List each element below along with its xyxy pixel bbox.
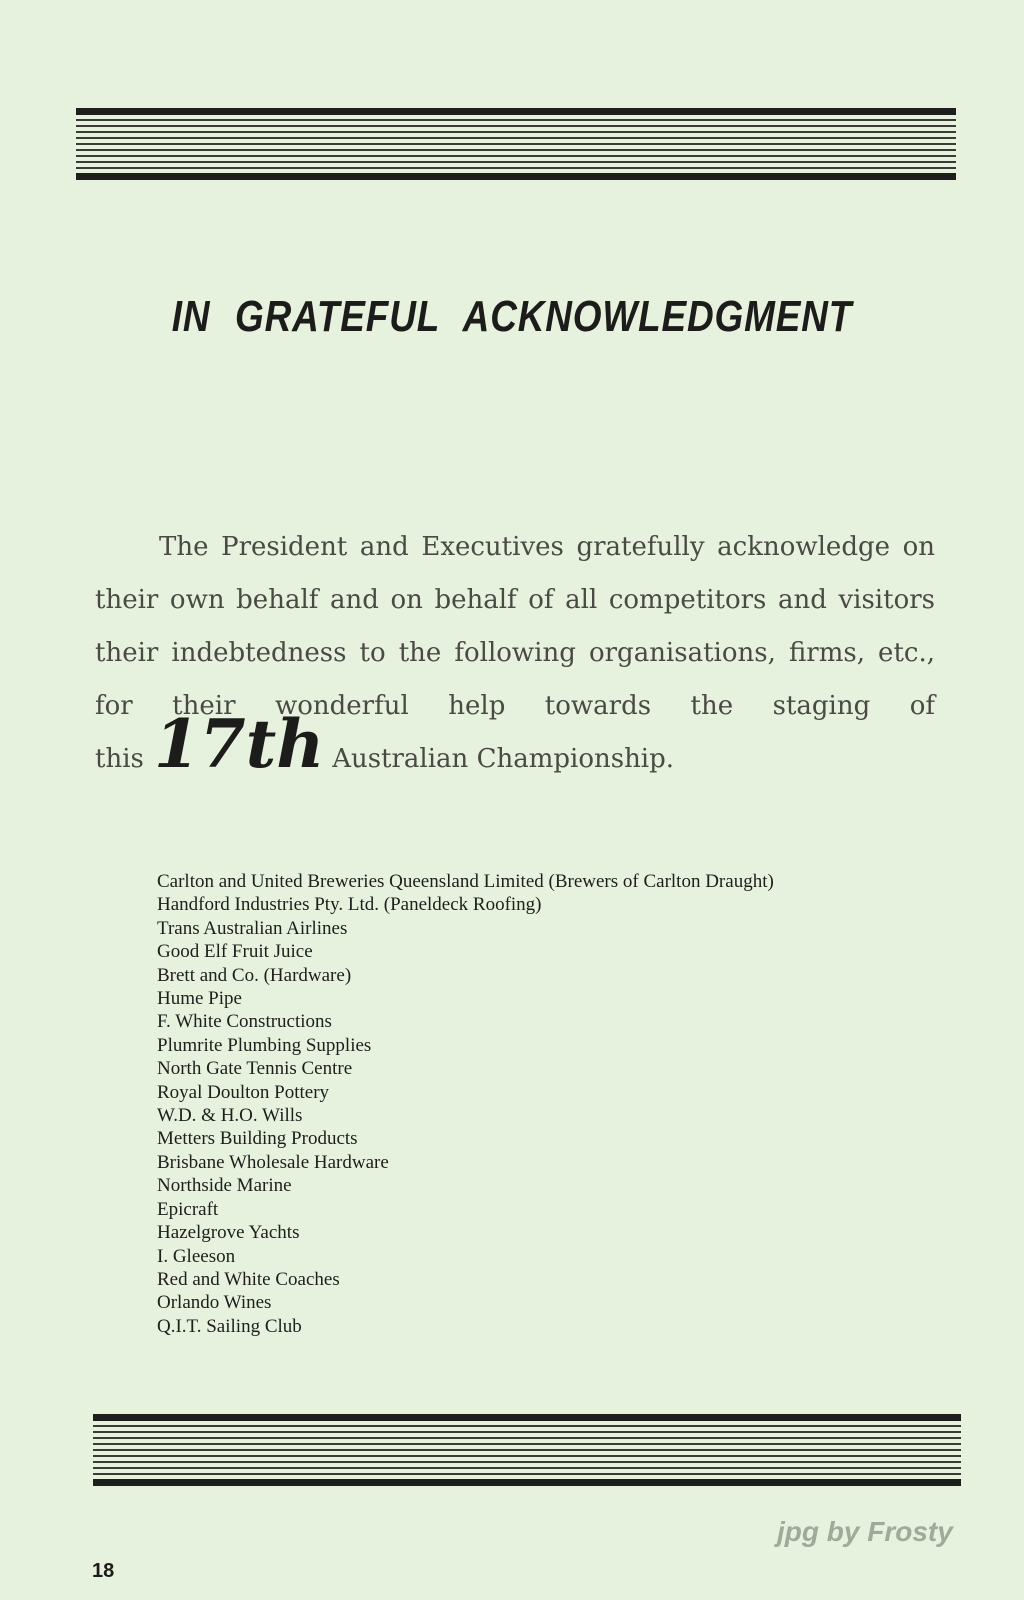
page-title: IN GRATEFUL ACKNOWLEDGMENT (171, 292, 853, 341)
sponsor-item: Handford Industries Pty. Ltd. (Paneldeck Roofing) (157, 894, 542, 916)
bottom-rule-decoration (93, 1414, 961, 1486)
sponsor-item: W.D. & H.O. Wills (157, 1105, 303, 1127)
sponsor-item: Brett and Co. (Hardware) (157, 964, 352, 986)
intro-text-before: The President and Executives gratefully acknowledge on their own behalf and on behalf of all competitors and visitors their indebtedness to the following organisations, firms, etc., for their wonderful help towards the staging of this (95, 532, 935, 774)
sponsor-item: F. White Constructions (157, 1011, 332, 1033)
championship-ordinal: 17th (153, 705, 325, 783)
sponsor-item: Royal Doulton Pottery (157, 1081, 330, 1103)
sponsor-item: Northside Marine (157, 1175, 292, 1197)
sponsor-list (157, 870, 774, 1338)
sponsor-item: Red and White Coaches (157, 1268, 340, 1290)
watermark-text: jpg by Frosty (777, 1516, 953, 1547)
sponsor-item: Brisbane Wholesale Hardware (157, 1151, 389, 1173)
sponsor-item: Trans Australian Airlines (157, 917, 348, 939)
sponsor-item: Plumrite Plumbing Supplies (157, 1034, 372, 1056)
sponsor-item: North Gate Tennis Centre (157, 1058, 353, 1080)
sponsor-item: Q.I.T. Sailing Club (157, 1315, 302, 1337)
sponsor-item: I. Gleeson (157, 1245, 236, 1267)
sponsor-item: Carlton and United Breweries Queensland Limited (Brewers of Carlton Draught) (157, 871, 774, 892)
sponsor-item: Hume Pipe (157, 988, 242, 1010)
intro-paragraph (95, 521, 935, 786)
sponsor-item: Metters Building Products (157, 1128, 358, 1150)
sponsor-item: Good Elf Fruit Juice (157, 941, 313, 963)
intro-text-after: Australian Championship. (332, 744, 675, 774)
page-number: 18 (92, 1560, 115, 1582)
sponsor-item: Epicraft (157, 1198, 219, 1220)
sponsor-item: Hazelgrove Yachts (157, 1222, 300, 1244)
top-rule-decoration (76, 108, 956, 180)
sponsor-item: Orlando Wines (157, 1292, 272, 1314)
